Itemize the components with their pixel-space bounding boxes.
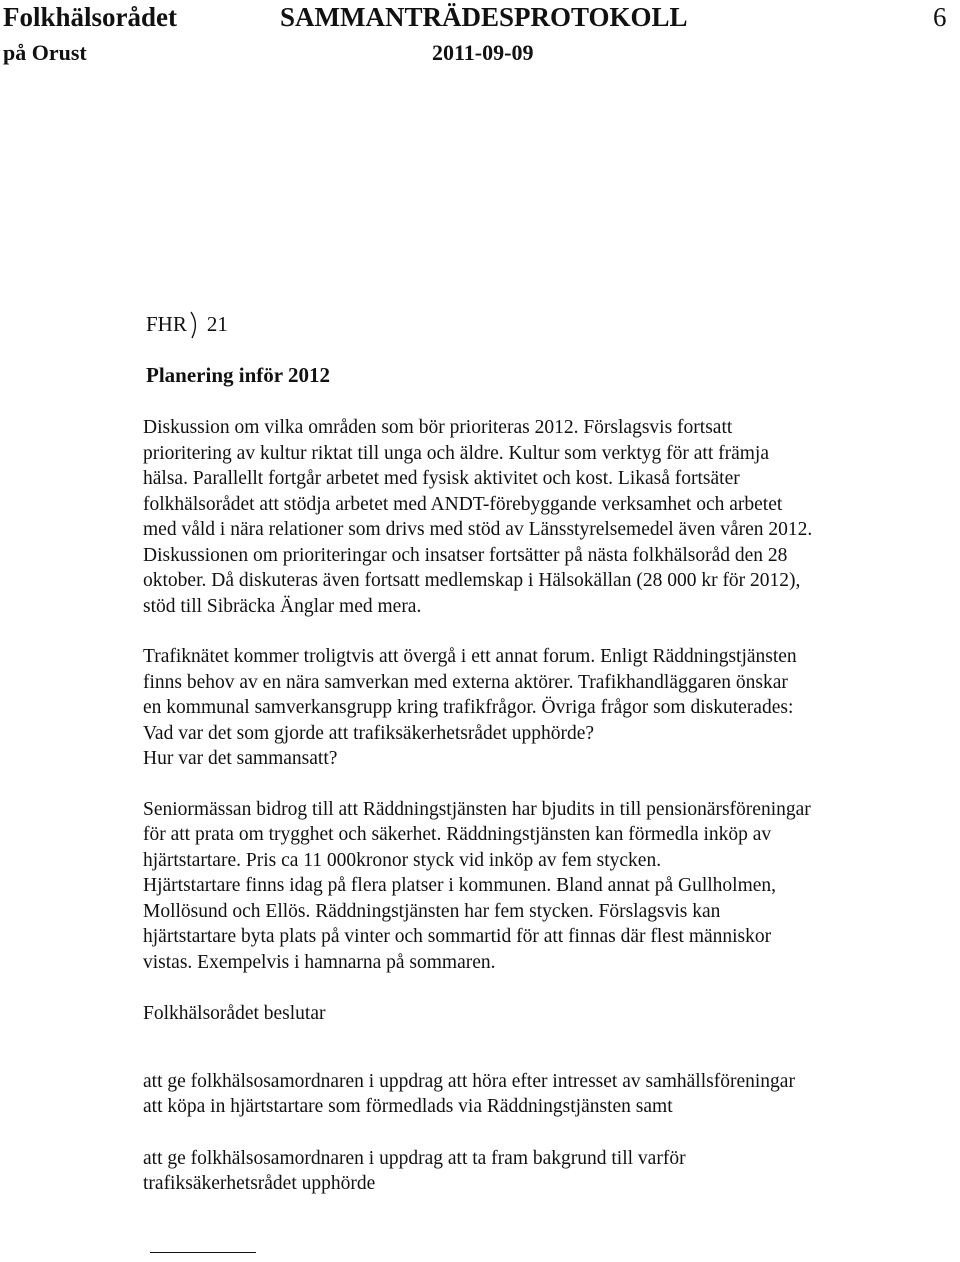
text-line: Hur var det sammansatt? — [143, 748, 338, 769]
header-date: 2011-09-09 — [432, 40, 534, 65]
section-title: Planering inför 2012 — [146, 363, 330, 387]
decision-title: Folkhälsorådet beslutar — [143, 1003, 326, 1024]
text-line: trafiksäkerhetsrådet upphörde — [143, 1173, 376, 1194]
text-line: Vad var det som gjorde att trafiksäkerhetsrådet upphörde? — [143, 722, 595, 744]
header-document-type: SAMMANTRÄDESPROTOKOLL — [280, 2, 688, 32]
header-organization: Folkhälsorådet — [3, 2, 178, 32]
section-mark-icon — [189, 310, 203, 340]
text-line: prioritering av kultur riktat till unga och äldre. Kultur som verktyg för att främja — [143, 442, 769, 464]
decision-clause — [143, 1146, 933, 1197]
text-line: att köpa in hjärtstartare som förmedlads via Räddningstjänsten samt — [143, 1096, 673, 1117]
signature-line — [150, 1252, 256, 1253]
text-line: med våld i nära relationer som drivs med stöd av Länsstyrelsemedel även våren 2012. — [143, 519, 813, 540]
text-line: Mollösund och Ellös. Räddningstjänsten har fem stycken. Förslagsvis kan — [143, 900, 721, 922]
header-organization-location: på Orust — [3, 40, 87, 65]
text-line: Hjärtstartare finns idag på flera platser i kommunen. Bland annat på Gullholmen, — [143, 875, 777, 896]
text-line: folkhälsorådet att stödja arbetet med ANDT-förebyggande verksamhet och arbetet — [143, 493, 783, 515]
section-id-number: 21 — [206, 312, 228, 336]
text-line: Diskussion om vilka områden som bör prioriteras 2012. Förslagsvis fortsatt — [143, 417, 733, 438]
text-line: vistas. Exempelvis i hamnarna på sommaren. — [143, 951, 496, 973]
text-line: för att prata om trygghet och säkerhet. Räddningstjänsten kan förmedla inköp av — [143, 824, 772, 845]
text-line: finns behov av en nära samverkan med externa aktörer. Trafikhandläggaren önskar — [143, 671, 788, 693]
minutes-content — [143, 415, 933, 1197]
text-line: Diskussionen om prioriteringar och insatser fortsätter på nästa folkhälsoråd den 28 — [143, 544, 788, 566]
text-line: stöd till Sibräcka Änglar med mera. — [143, 595, 422, 617]
page-number: 6 — [933, 2, 947, 32]
text-line: Trafiknätet kommer troligtvis att övergå i ett annat forum. Enligt Räddningstjänsten — [143, 646, 797, 667]
text-line: hälsa. Parallellt fortgår arbetet med fysisk aktivitet och kost. Likaså fortsäter — [143, 468, 740, 489]
text-line: Seniormässan bidrog till att Räddningstjänsten har bjudits in till pensionärsföreningar — [143, 798, 811, 820]
paragraph-defibrillators — [143, 797, 933, 976]
text-line: att ge folkhälsosamordnaren i uppdrag att höra efter intresset av samhällsföreningar — [143, 1070, 795, 1092]
paragraph-planning — [143, 415, 933, 619]
paragraph-traffic — [143, 644, 933, 772]
decision-clause — [143, 1069, 933, 1120]
text-line: hjärtstartare. Pris ca 11 000kronor styck vid inköp av fem stycken. — [143, 849, 662, 871]
text-line: att ge folkhälsosamordnaren i uppdrag att ta fram bakgrund till varför — [143, 1147, 686, 1169]
section-id-prefix: FHR — [146, 312, 187, 336]
text-line: oktober. Då diskuteras även fortsatt medlemskap i Hälsokällan (28 000 kr för 2012), — [143, 570, 801, 591]
section-id — [146, 310, 228, 340]
text-line: hjärtstartare byta plats på vinter och sommartid för att finnas där flest människor — [143, 926, 772, 947]
text-line: en kommunal samverkansgrupp kring trafikfrågor. Övriga frågor som diskuterades: — [143, 697, 794, 718]
